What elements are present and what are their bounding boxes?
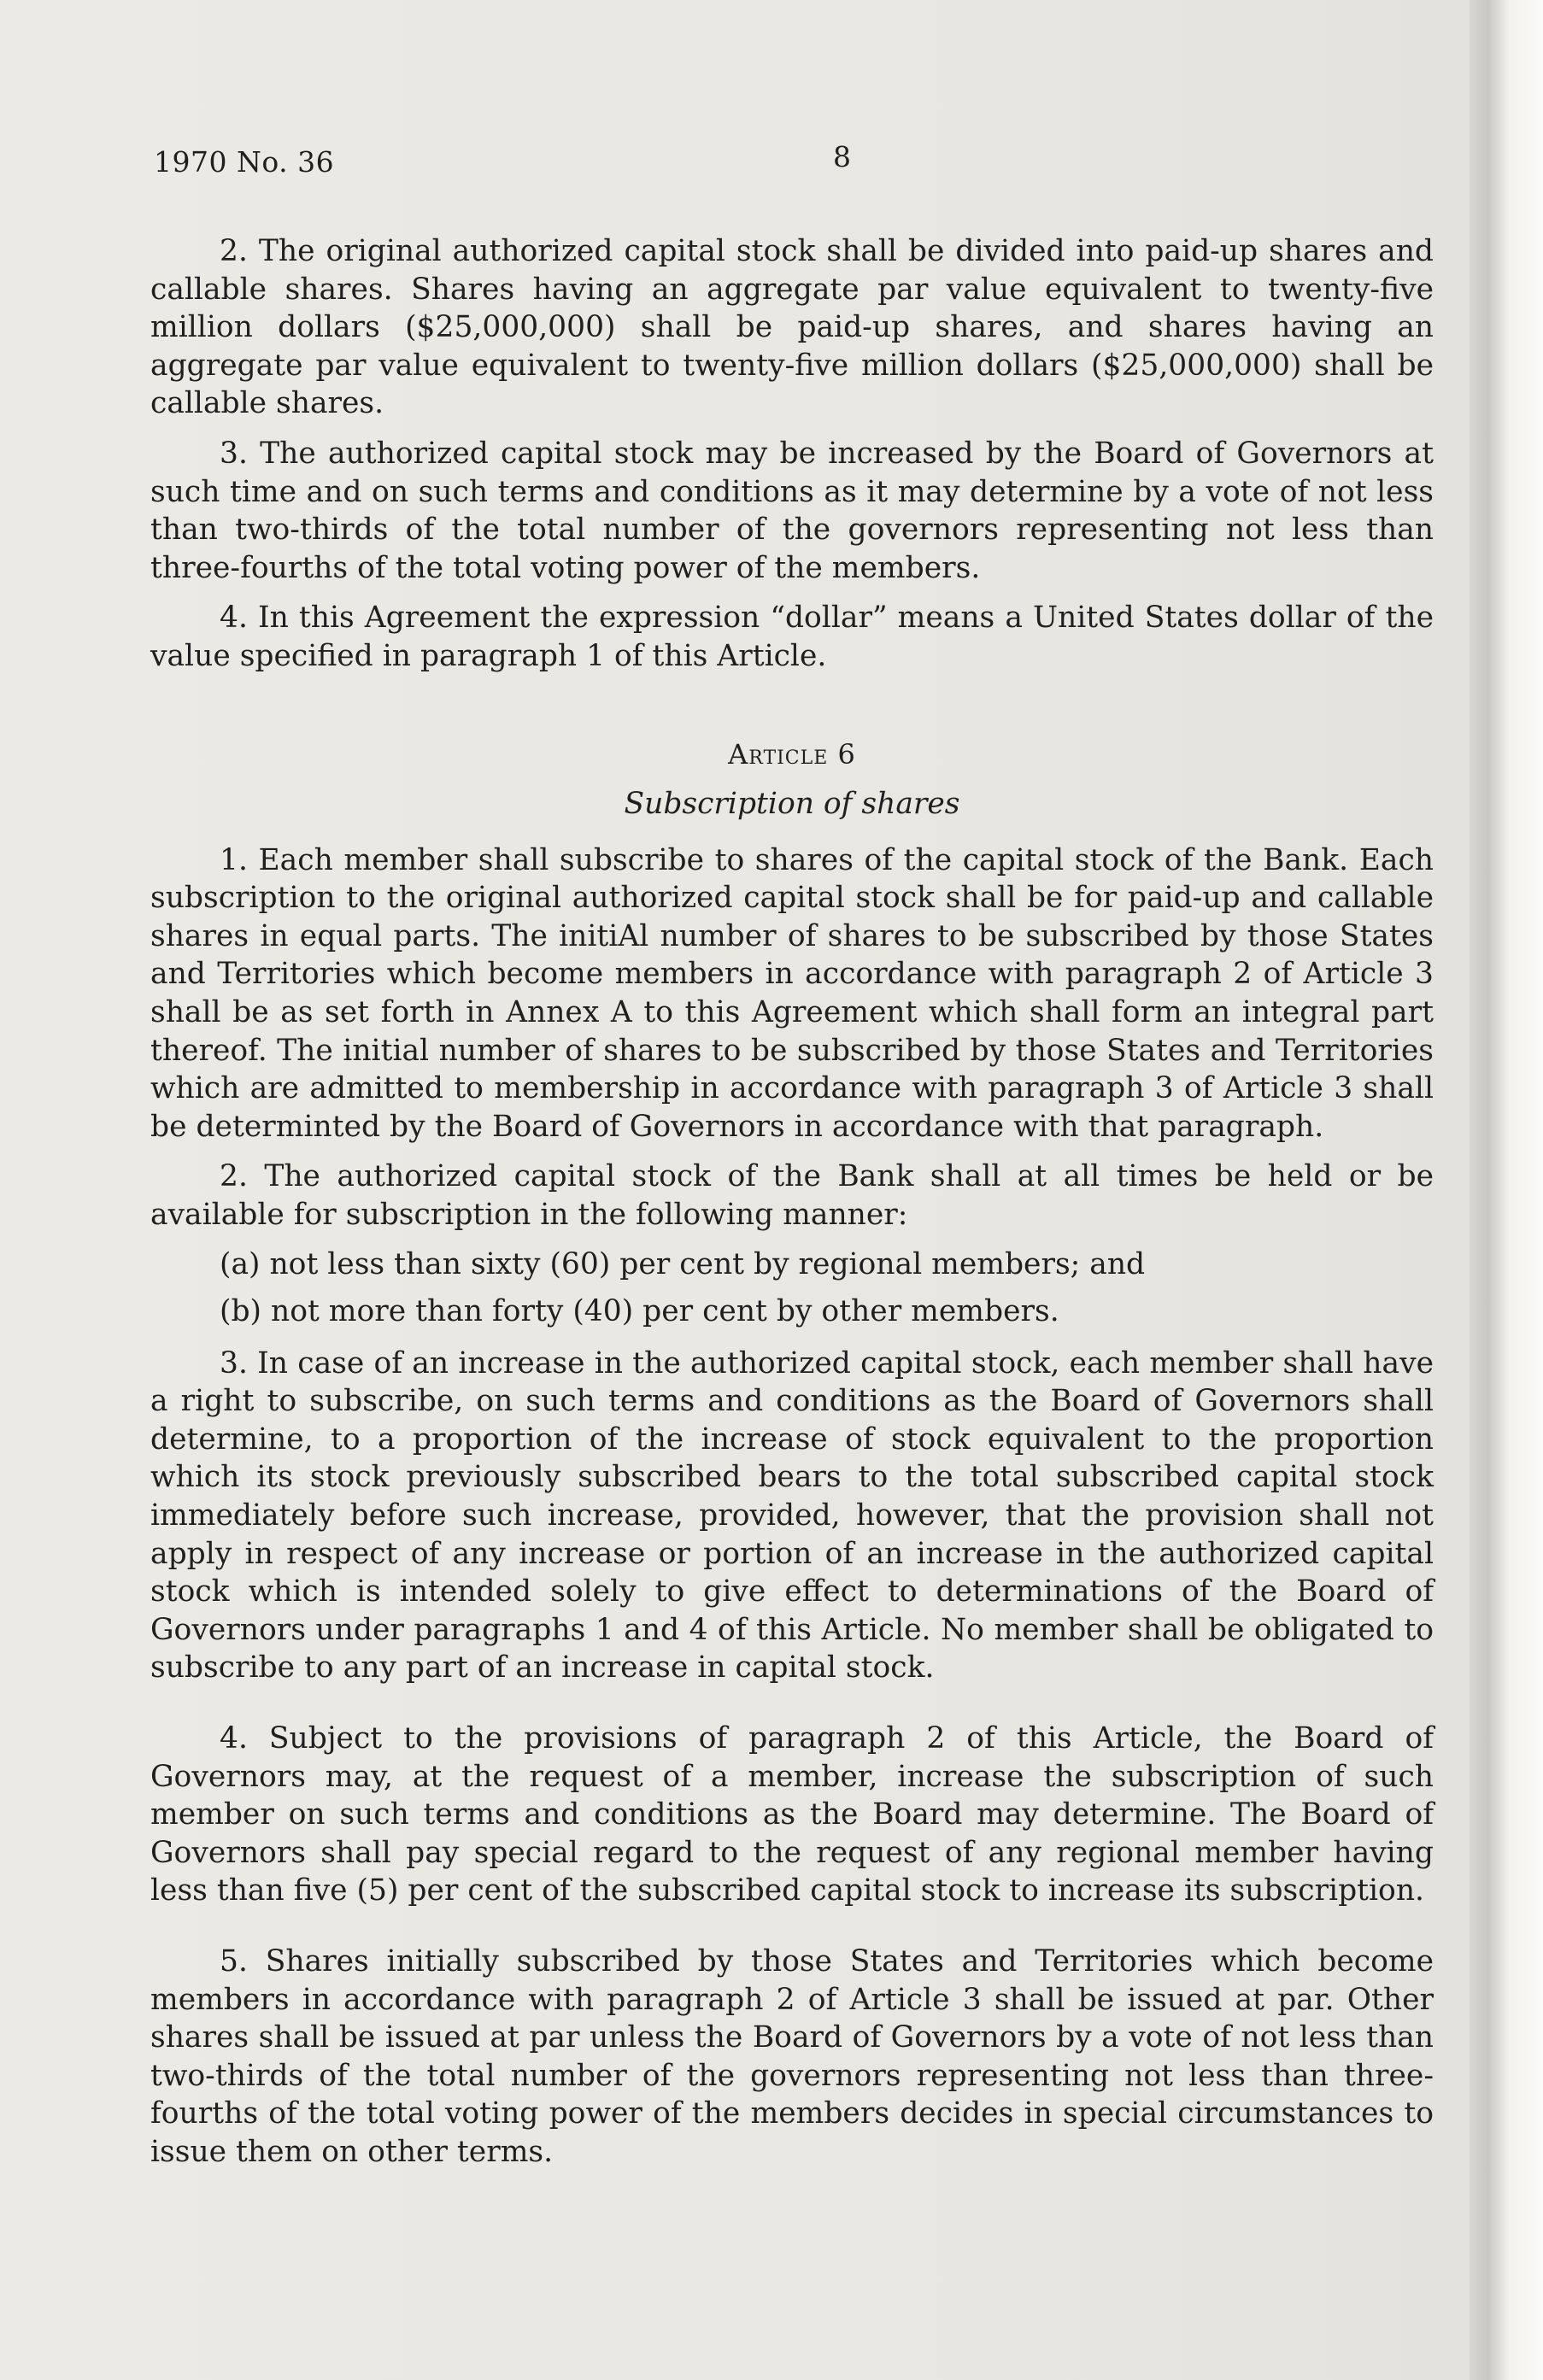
paragraph-3: 3. The authorized capital stock may be increased by the Board of Governors at such time and on such terms and conditions as it may determine by a vote of not less than two-thirds of the total number of the governors representing not less than three-fourths of the total voting power of the members. xyxy=(150,436,1434,585)
document-body xyxy=(150,232,1434,2192)
article-paragraph-5: 5. Shares initially subscribed by those States and Territories which become members in accordance with paragraph 2 of Article 3 shall be issued at par. Other shares shall be issued at par unless the Board of Governors by a vote of not less than two-thirds of the total number of the governors representing not less than three-fourths of the total voting power of the members decides in special circumstances to issue them on other terms. xyxy=(150,1943,1434,2169)
article-subtitle: Subscription of shares xyxy=(624,786,960,821)
paragraph-2: 2. The original authorized capital stock shall be divided into paid-up shares and callable shares. Shares having an aggregate par value equivalent to twenty-five million dollars ($25,000,000) shall be paid-up shares, and shares having an aggregate par value equivalent to twenty-five million dollars ($25,000,000) shall be callable shares. xyxy=(150,234,1434,421)
article-paragraph-2: 2. The authorized capital stock of the Bank shall at all times be held or be available for subscription in the following manner: xyxy=(150,1159,1434,1232)
page-number: 8 xyxy=(833,140,851,173)
page-edge-shadow xyxy=(1470,0,1543,2380)
list-item-b: (b) not more than forty (40) per cent by other members. xyxy=(220,1294,1059,1329)
article-paragraph-4: 4. Subject to the provisions of paragraph 2 of this Article, the Board of Governors may, at the request of a member, increase the subscription of such member on such terms and conditions as the Board may determine. The Board of Governors shall pay special regard to the request of any regional member having less than five (5) per cent of the subscribed capital stock to increase its subscription. xyxy=(150,1721,1434,1908)
article-heading: Article 6 xyxy=(728,737,856,771)
page-header xyxy=(154,140,1435,188)
list-item-a: (a) not less than sixty (60) per cent by regional members; and xyxy=(220,1247,1146,1282)
article-paragraph-3: 3. In case of an increase in the authorized capital stock, each member shall have a right to subscribe, on such terms and conditions as the Board of Governors shall determine, to a proportion of the increase of stock equivalent to the proportion which its stock previously subscribed bears to the total subscribed capital stock immediately before such increase, provided, however, that the provision shall not apply in respect of any increase or portion of an increase in the authorized capital stock which is intended solely to give effect to determinations of the Board of Governors under paragraphs 1 and 4 of this Article. No member shall be obligated to subscribe to any part of an increase in capital stock. xyxy=(150,1345,1434,1685)
article-paragraph-1: 1. Each member shall subscribe to shares of the capital stock of the Bank. Each subscription to the original authorized capital stock shall be for paid-up and callable shares in equal parts. The initiAl number of shares to be subscribed by those States and Territories which become members in accordance with paragraph 2 of Article 3 shall be as set forth in Annex A to this Agreement which shall form an integral part thereof. The initial number of shares to be subscribed by those States and Territories which are admitted to membership in accordance with paragraph 3 of Article 3 shall be determinted by the Board of Governors in accordance with that paragraph. xyxy=(150,842,1434,1144)
paragraph-4: 4. In this Agreement the expression “dollar” means a United States dollar of the value specified in paragraph 1 of this Article. xyxy=(150,601,1434,673)
running-head: 1970 No. 36 xyxy=(154,145,335,179)
